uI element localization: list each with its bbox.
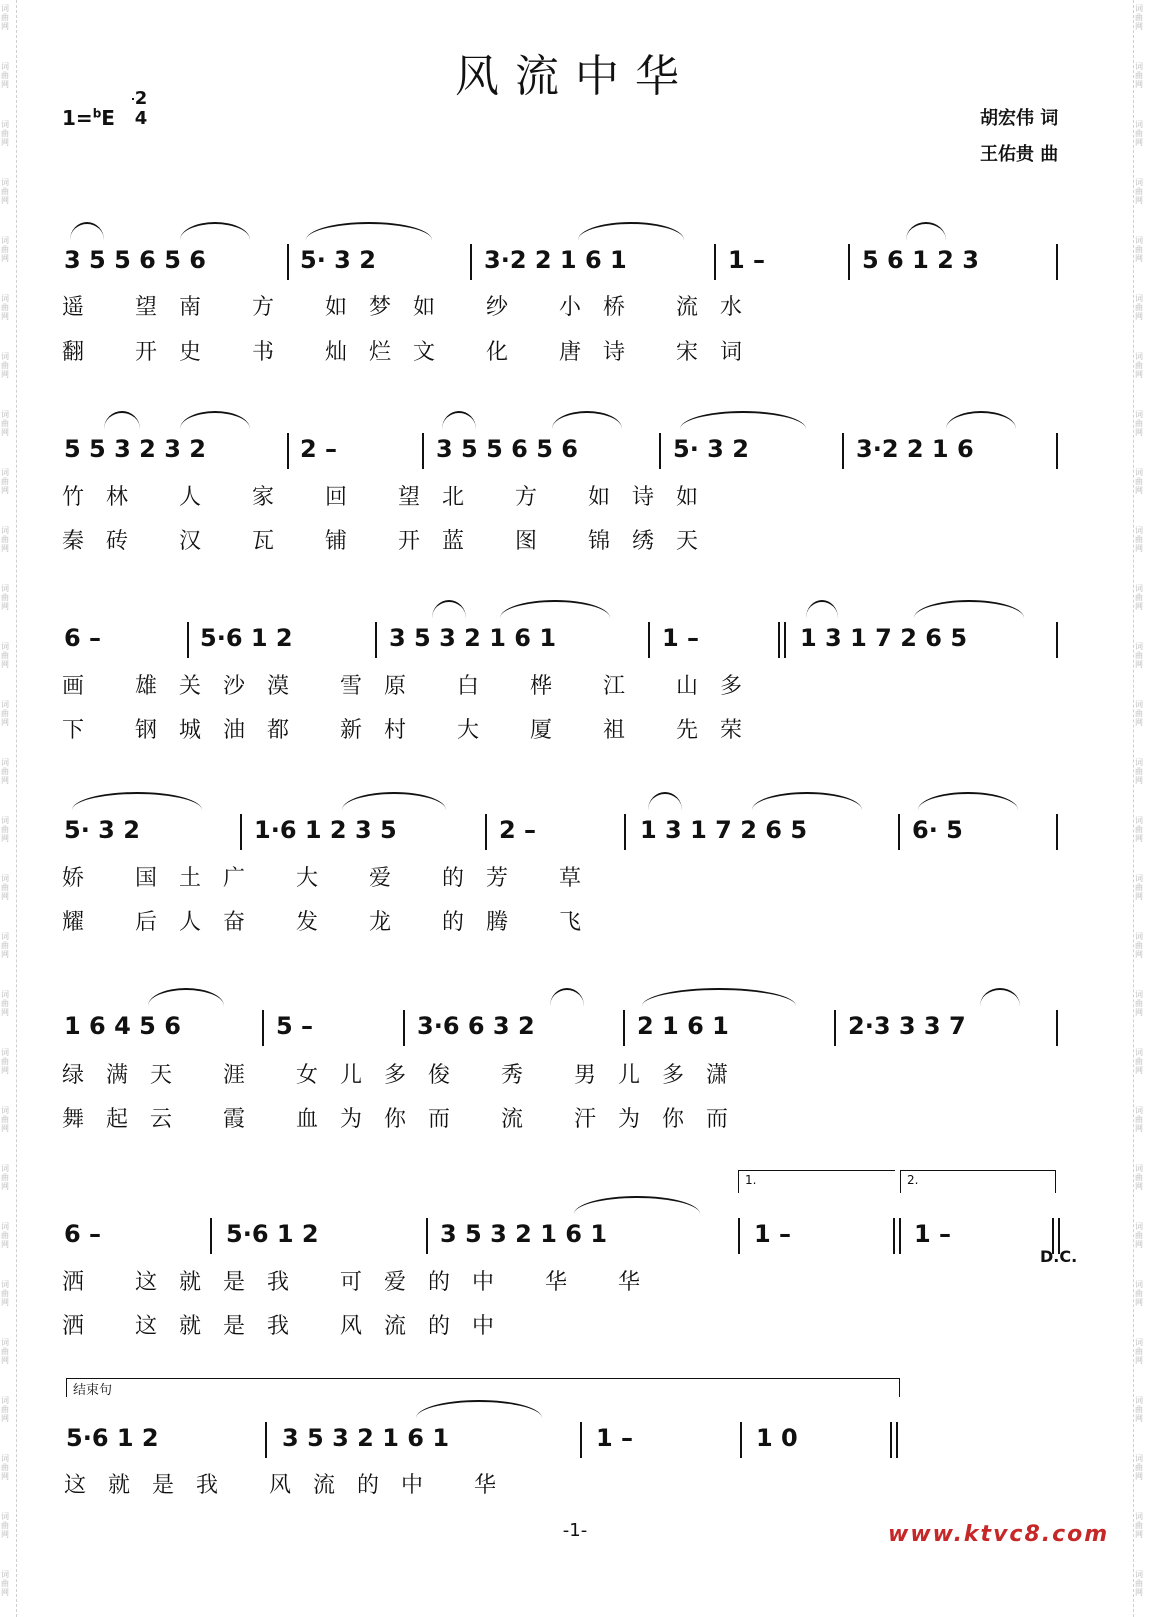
slur: [552, 411, 622, 429]
edge-watermark-text: 词曲网: [1135, 758, 1143, 785]
barline: [738, 1218, 740, 1254]
measure: 3 5 3 2 1 6 1: [389, 624, 557, 652]
edge-watermark-text: 词曲网: [1135, 990, 1143, 1017]
measure: 6· 5: [912, 816, 963, 844]
edge-watermark-text: 词曲网: [1135, 1512, 1143, 1539]
barline: [623, 1010, 625, 1046]
barline: [842, 433, 844, 469]
slur: [980, 988, 1020, 1006]
left-watermark-strip: [0, 0, 17, 1617]
barline: [1056, 244, 1058, 280]
ending-phrase-bracket: 结束句: [66, 1378, 900, 1397]
measure: 5· 3 2: [673, 435, 749, 463]
lyrics-verse-2: 翻 开史 书 灿烂文 化 唐诗 宋词: [62, 340, 764, 365]
edge-watermark-text: 词曲网: [1, 700, 9, 727]
slur: [946, 411, 1016, 429]
edge-watermark-text: 词曲网: [1135, 1396, 1143, 1423]
barline: [262, 1010, 264, 1046]
time-signature: [132, 89, 150, 129]
slur: [550, 988, 584, 1006]
edge-watermark-text: 词曲网: [1, 1164, 9, 1191]
barline: [426, 1218, 428, 1254]
barline: [714, 244, 716, 280]
composer-credit: 王佑贵 曲: [980, 144, 1059, 165]
measure: 1 –: [728, 246, 766, 274]
slur: [578, 222, 684, 240]
measure: 5 –: [276, 1012, 314, 1040]
edge-watermark-text: 词曲网: [1, 120, 9, 147]
volta-first-ending: 1.: [738, 1170, 895, 1193]
page-number: -1-: [562, 1520, 588, 1541]
measure: 3 5 3 2 1 6 1: [440, 1220, 608, 1248]
meter-bottom: 4: [134, 108, 148, 129]
barline: [210, 1218, 212, 1254]
slur: [806, 600, 838, 618]
slur: [648, 792, 682, 810]
edge-watermark-text: 词曲网: [1, 1396, 9, 1423]
lyrics-verse-2: 下 钢城油都 新村 大 厦 祖 先荣: [62, 718, 764, 743]
barline: [1056, 433, 1058, 469]
slur: [148, 988, 224, 1006]
edge-watermark-text: 词曲网: [1135, 1222, 1143, 1249]
da-capo-mark: D.C.: [1040, 1247, 1078, 1266]
edge-watermark-text: 词曲网: [1, 178, 9, 205]
edge-watermark-text: 词曲网: [1, 758, 9, 785]
lyrics-verse-2: 秦砖 汉 瓦 铺 开蓝 图 锦绣天: [62, 529, 720, 554]
measure: 1 3 1 7 2 6 5: [640, 816, 808, 844]
slur: [442, 411, 476, 429]
edge-watermark-text: 词曲网: [1, 1106, 9, 1133]
lyrics-verse-2: 耀 后人奋 发 龙 的腾 飞: [62, 910, 603, 935]
song-title: 风流中华: [455, 51, 695, 102]
edge-watermark-text: 词曲网: [1, 816, 9, 843]
lyrics-verse-1: 画 雄关沙漠 雪原 白 桦 江 山多: [62, 674, 764, 699]
slur: [914, 600, 1024, 618]
slur: [70, 222, 104, 240]
edge-watermark-text: 词曲网: [1135, 468, 1143, 495]
edge-watermark-text: 词曲网: [1, 1338, 9, 1365]
slur: [306, 222, 432, 240]
meter-top: 2: [134, 88, 148, 109]
edge-watermark-text: 词曲网: [1135, 4, 1143, 31]
barline: [240, 814, 242, 850]
measure: 5· 3 2: [300, 246, 376, 274]
lyrics-ending: 这就是我 风流的中 华: [64, 1473, 518, 1498]
measure: 6 –: [64, 624, 102, 652]
edge-watermark-text: 词曲网: [1135, 62, 1143, 89]
edge-watermark-text: 词曲网: [1, 1048, 9, 1075]
measure: 2 –: [300, 435, 338, 463]
barline: [1056, 1010, 1058, 1046]
barline: [265, 1422, 267, 1458]
edge-watermark-text: 词曲网: [1135, 1338, 1143, 1365]
edge-watermark-text: 词曲网: [1, 352, 9, 379]
key-prefix: 1=: [62, 106, 93, 130]
slur: [752, 792, 862, 810]
edge-watermark-text: 词曲网: [1135, 236, 1143, 263]
barline: [740, 1422, 742, 1458]
slur: [574, 1196, 700, 1214]
lyrics-verse-1: 竹林 人 家 回 望北 方 如诗如: [62, 485, 720, 510]
edge-watermark-text: 词曲网: [1, 874, 9, 901]
barline: [624, 814, 626, 850]
edge-watermark-text: 词曲网: [1135, 526, 1143, 553]
barline: [648, 622, 650, 658]
edge-watermark-text: 词曲网: [1135, 700, 1143, 727]
website-watermark: www.ktvc8.com: [888, 1522, 1110, 1547]
slur: [906, 222, 946, 240]
repeat-end-barline: [893, 1218, 901, 1254]
edge-watermark-text: 词曲网: [1, 294, 9, 321]
slur: [72, 792, 202, 810]
measure: 5·6 1 2: [226, 1220, 319, 1248]
key-signature: [62, 106, 115, 130]
lyrics-verse-2: 舞起云 霞 血为你而 流 汗为你而: [62, 1107, 750, 1132]
measure: 2 –: [499, 816, 537, 844]
edge-watermark-text: 词曲网: [1135, 642, 1143, 669]
slur: [180, 411, 250, 429]
barline: [375, 622, 377, 658]
slur: [432, 600, 466, 618]
edge-watermark-text: 词曲网: [1135, 1106, 1143, 1133]
edge-watermark-text: 词曲网: [1, 4, 9, 31]
measure: 5 6 1 2 3: [862, 246, 979, 274]
edge-watermark-text: 词曲网: [1, 1454, 9, 1481]
lyrics-verse-1: 绿满天 涯 女儿多俊 秀 男儿多潇: [62, 1063, 750, 1088]
barline: [287, 244, 289, 280]
measure: 2 1 6 1: [637, 1012, 729, 1040]
edge-watermark-text: 词曲网: [1135, 410, 1143, 437]
barline: [403, 1010, 405, 1046]
edge-watermark-text: 词曲网: [1135, 352, 1143, 379]
measure: 6 –: [64, 1220, 102, 1248]
measure: 3·2 2 1 6: [856, 435, 974, 463]
lyricist-credit: 胡宏伟 词: [980, 108, 1059, 129]
final-barline: [890, 1422, 898, 1458]
slur: [642, 988, 796, 1006]
barline: [659, 433, 661, 469]
edge-watermark-text: 词曲网: [1, 62, 9, 89]
barline: [1056, 814, 1058, 850]
edge-watermark-text: 词曲网: [1135, 1570, 1143, 1597]
slur: [180, 222, 250, 240]
measure: 3 5 5 6 5 6: [436, 435, 578, 463]
edge-watermark-text: 词曲网: [1, 526, 9, 553]
edge-watermark-text: 词曲网: [1135, 1164, 1143, 1191]
edge-watermark-text: 词曲网: [1135, 294, 1143, 321]
measure: 3 5 5 6 5 6: [64, 246, 206, 274]
barline: [422, 433, 424, 469]
edge-watermark-text: 词曲网: [1, 642, 9, 669]
slur: [416, 1400, 542, 1418]
slur: [500, 600, 610, 618]
measure: 3·6 6 3 2: [417, 1012, 535, 1040]
edge-watermark-text: 词曲网: [1, 1512, 9, 1539]
edge-watermark-text: 词曲网: [1, 468, 9, 495]
measure: 5· 3 2: [64, 816, 140, 844]
edge-watermark-text: 词曲网: [1135, 816, 1143, 843]
edge-watermark-text: 词曲网: [1, 1222, 9, 1249]
volta-second-ending: 2.: [900, 1170, 1056, 1193]
edge-watermark-text: 词曲网: [1135, 932, 1143, 959]
barline: [580, 1422, 582, 1458]
measure: 2·3 3 3 7: [848, 1012, 966, 1040]
barline: [485, 814, 487, 850]
measure: 1 0: [756, 1424, 798, 1452]
edge-watermark-text: 词曲网: [1135, 120, 1143, 147]
measure: 1 –: [914, 1220, 952, 1248]
barline: [848, 244, 850, 280]
measure: 5·6 1 2: [66, 1424, 159, 1452]
barline: [470, 244, 472, 280]
measure: 3 5 3 2 1 6 1: [282, 1424, 450, 1452]
lyrics-verse-1: 娇 国土广 大 爱 的芳 草: [62, 866, 603, 891]
edge-watermark-text: 词曲网: [1135, 1280, 1143, 1307]
edge-watermark-text: 词曲网: [1, 1280, 9, 1307]
barline: [1056, 622, 1058, 658]
slur: [918, 792, 1018, 810]
measure: 1 3 1 7 2 6 5: [800, 624, 968, 652]
edge-watermark-text: 词曲网: [1, 1570, 9, 1597]
measure: 1 –: [662, 624, 700, 652]
key-flat: b: [92, 106, 102, 121]
edge-watermark-text: 词曲网: [1135, 584, 1143, 611]
meter-line: [132, 98, 134, 100]
barline: [287, 433, 289, 469]
lyrics-verse-1: 遥 望南 方 如梦如 纱 小桥 流水: [62, 295, 764, 320]
edge-watermark-text: 词曲网: [1135, 1048, 1143, 1075]
barline: [834, 1010, 836, 1046]
slur: [104, 411, 140, 429]
edge-watermark-text: 词曲网: [1, 410, 9, 437]
repeat-start-barline: [778, 622, 786, 658]
measure: 5·6 1 2: [200, 624, 293, 652]
measure: 3·2 2 1 6 1: [484, 246, 627, 274]
right-watermark-strip: [1133, 0, 1150, 1617]
edge-watermark-text: 词曲网: [1135, 178, 1143, 205]
edge-watermark-text: 词曲网: [1135, 874, 1143, 901]
measure: 1·6 1 2 3 5: [254, 816, 397, 844]
lyrics-verse-1: 洒 这就是我 可爱的中 华 华: [62, 1270, 662, 1295]
measure: 5 5 3 2 3 2: [64, 435, 206, 463]
slur: [680, 411, 806, 429]
lyrics-verse-2: 洒 这就是我 风流的中: [62, 1314, 516, 1339]
slur: [342, 792, 446, 810]
edge-watermark-text: 词曲网: [1135, 1454, 1143, 1481]
edge-watermark-text: 词曲网: [1, 236, 9, 263]
barline: [187, 622, 189, 658]
edge-watermark-text: 词曲网: [1, 584, 9, 611]
key-note: E: [101, 106, 115, 130]
edge-watermark-text: 词曲网: [1, 990, 9, 1017]
edge-watermark-text: 词曲网: [1, 932, 9, 959]
measure: 1 –: [754, 1220, 792, 1248]
measure: 1 –: [596, 1424, 634, 1452]
barline: [898, 814, 900, 850]
measure: 1 6 4 5 6: [64, 1012, 181, 1040]
